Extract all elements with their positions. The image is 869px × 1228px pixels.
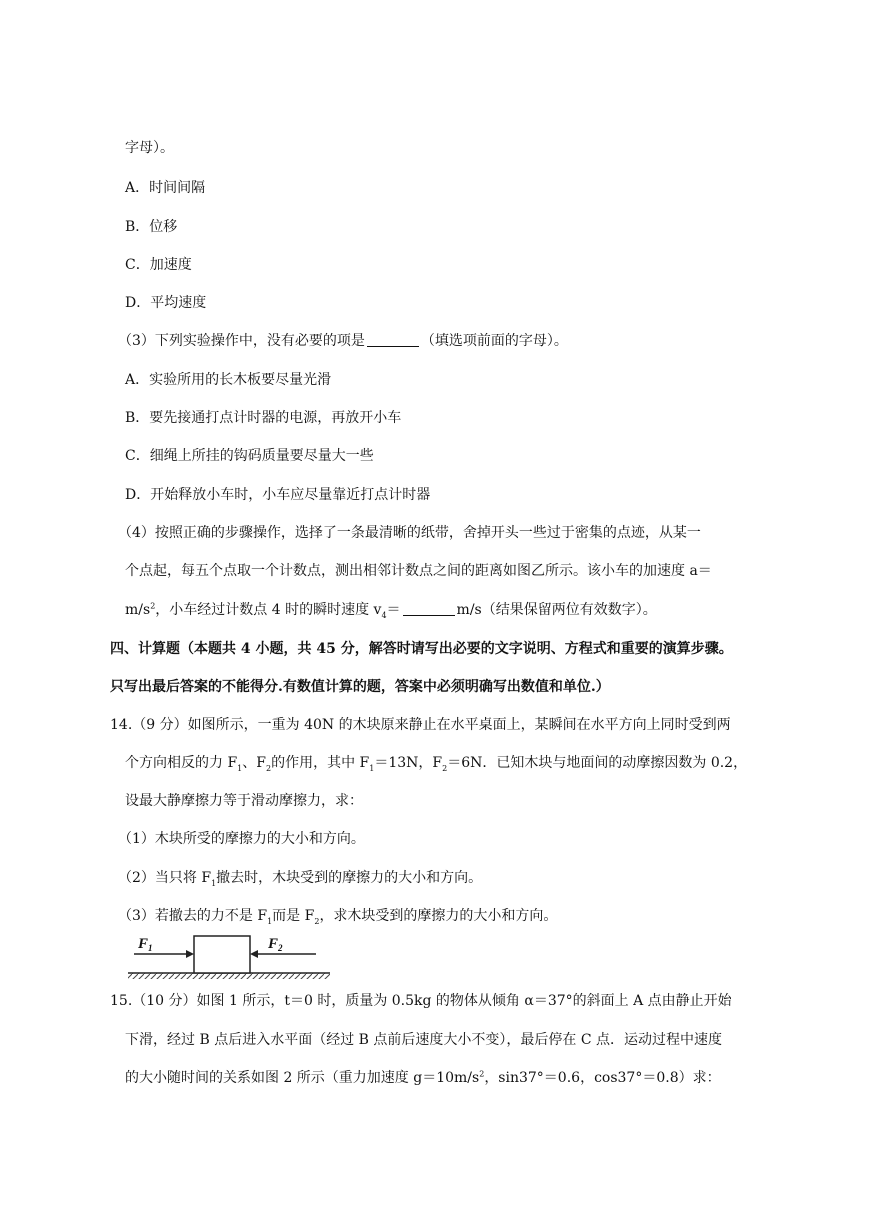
q13-part3 [118, 332, 568, 350]
subscript: 2 [314, 916, 320, 926]
q14-line2 [125, 754, 747, 772]
q13-option-c: C．加速度 [125, 257, 192, 273]
q13-part3-after: （填选项前面的字母）。 [420, 333, 568, 349]
text-segment: （3）若撤去的力不是 F [118, 908, 268, 924]
q15-line2: 下滑，经过 B 点后进入水平面（经过 B 点前后速度大小不变），最后停在 C 点．运动过程中速度 [125, 1032, 722, 1048]
subscript: 1 [211, 878, 217, 888]
subscript: 1 [237, 763, 243, 773]
superscript: 2 [479, 1069, 485, 1079]
q13-part4-line1: （4）按照正确的步骤操作，选择了一条最清晰的纸带，舍掉开头一些过于密集的点迹，从某一 [118, 525, 701, 541]
unit-text: m/s [125, 602, 151, 618]
q14-line3: 设最大静摩擦力等于滑动摩擦力，求： [125, 793, 363, 809]
q13-tail: 字母）。 [125, 140, 174, 156]
wooden-block [194, 936, 250, 973]
q14-part3 [118, 907, 557, 925]
subscript: 2 [265, 763, 272, 773]
answer-blank [403, 601, 455, 616]
text-segment: ＝ [386, 602, 401, 618]
text-segment: ＝6N．已知木块与地面间的动摩擦因数为 0.2， [447, 755, 748, 771]
q13-option3-d: D．开始释放小车时，小车应尽量靠近打点计时器 [125, 487, 431, 503]
superscript: 2 [150, 601, 156, 611]
force-f1-arrowhead [186, 950, 194, 958]
text-segment: 的大小随时间的关系如图 2 所示（重力加速度 g＝10m/s [125, 1070, 480, 1086]
ground-hatching [128, 973, 330, 979]
section4-heading-line1: 四、计算题（本题共 4 小题，共 45 分，解答时请写出必要的文字说明、方程式和重要的演算步骤。 [110, 641, 733, 657]
text-segment: （2）当只将 F [118, 870, 212, 886]
text-segment: 的作用，其中 F [271, 755, 370, 771]
q14-part1: （1）木块所受的摩擦力的大小和方向。 [118, 831, 365, 847]
text-segment: 、F [242, 755, 266, 771]
section4-heading-line2: 只写出最后答案的不能得分.有数值计算的题，答案中必须明确写出数值和单位.） [110, 679, 610, 695]
q15-line3 [125, 1069, 721, 1087]
q15-line1: 15.（10 分）如图 1 所示，t＝0 时，质量为 0.5kg 的物体从倾角 α＝37°的斜面上 A 点由静止开始 [110, 993, 732, 1009]
text-segment: 个方向相反的力 F [125, 755, 238, 771]
q13-part3-before: （3）下列实验操作中，没有必要的项是 [118, 333, 365, 349]
text-segment: ，求木块受到的摩擦力的大小和方向。 [319, 908, 558, 924]
q14-part2 [118, 869, 482, 887]
answer-blank [367, 332, 419, 347]
q13-option-d: D．平均速度 [125, 295, 207, 311]
q13-option3-c: C．细绳上所挂的钩码质量要尽量大一些 [125, 448, 374, 464]
q13-option3-b: B．要先接通打点计时器的电源，再放开小车 [125, 410, 402, 426]
subscript: 4 [381, 610, 387, 620]
text-segment: m/s（结果保留两位有效数字）。 [456, 602, 657, 618]
q14-line1: 14.（9 分）如图所示，一重为 40N 的木块原来静止在水平桌面上，某瞬间在水平方向上同时受到两 [110, 717, 731, 733]
text-segment: 而是 F [272, 908, 315, 924]
subscript: 2 [442, 763, 448, 773]
q13-option-b: B．位移 [125, 219, 178, 235]
q13-part4-line3 [125, 601, 657, 619]
subscript: 1 [267, 916, 273, 926]
q13-option3-a: A．实验所用的长木板要尽量光滑 [125, 372, 332, 388]
text-segment: ，小车经过计数点 4 时的瞬时速度 v [155, 602, 382, 618]
text-segment: ＝13N，F [374, 755, 443, 771]
subscript: 1 [369, 763, 375, 773]
q13-option-a: A．时间间隔 [125, 180, 206, 196]
force-f2-label: $F_2$ [268, 936, 283, 953]
text-segment: ，sin37°＝0.6，cos37°＝0.8）求： [484, 1070, 721, 1086]
q13-part4-line2: 个点起，每五个点取一个计数点，测出相邻计数点之间的距离如图乙所示。该小车的加速度 a＝ [125, 563, 712, 579]
force-f2-arrowhead [250, 950, 258, 958]
block-force-diagram [126, 932, 332, 984]
force-f1-label: $F_1$ [138, 936, 153, 953]
text-segment: 撤去时，木块受到的摩擦力的大小和方向。 [216, 870, 483, 886]
